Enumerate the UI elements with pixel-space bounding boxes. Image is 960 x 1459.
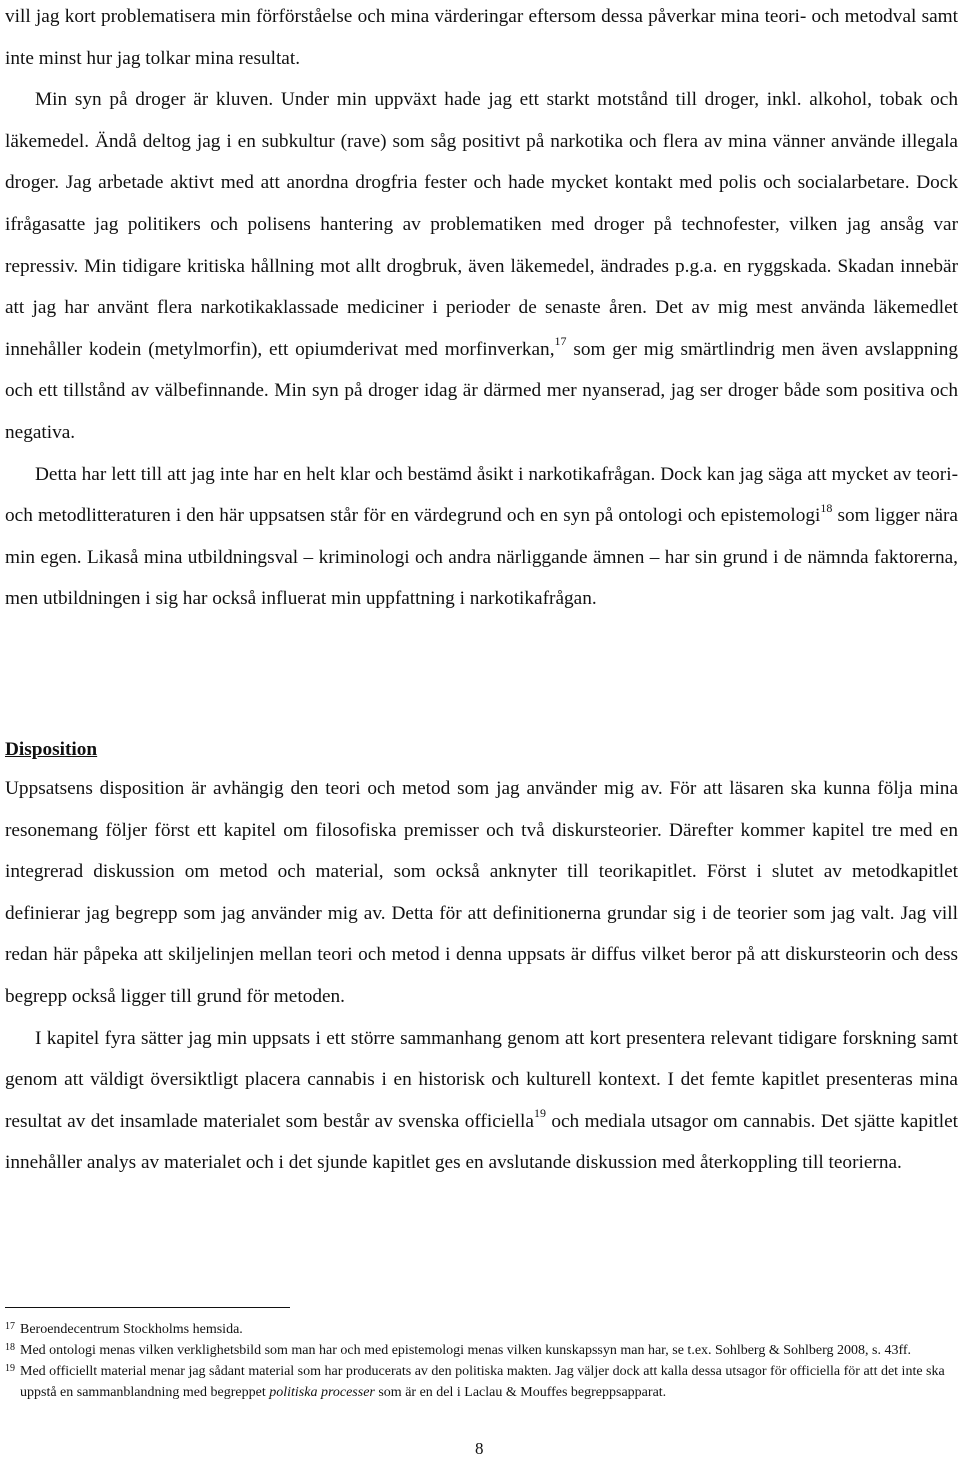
- disposition-paragraph-1: Uppsatsens disposition är avhängig den teori och metod som jag använder mig av. För att läsaren ska kunna följa mina resonemang följer först ett kapitel om filosofiska premisser och två diskursteorier. Därefter kommer kapitel tre med en integrerad diskussion om metod och material, som också anknyter till teorikapitlet. Först i slutet av metodkapitlet definierar jag begrepp som jag använder mig av. Detta för att definitionerna grundar sig i de teorier som jag valt. Jag vill redan här påpeka att skiljelinjen mellan teori och metod i denna uppsats är diffus vilket beror på att diskursteorin och dess begrepp också ligger till grund för metoden.: [5, 778, 958, 1007]
- disposition-paragraph-2-text-a: I kapitel fyra sätter jag min uppsats i ett större sammanhang genom att kort presentera relevant tidigare forskning samt genom att väldigt översiktligt placera cannabis i en historisk och kulturell kontext. I det femte kapitlet presenteras mina resultat av det insamlade materialet som består av svenska officiella: [5, 1027, 958, 1132]
- section-heading-disposition: Disposition: [5, 739, 98, 760]
- footnote-emphasis: politiska processer: [269, 1385, 375, 1400]
- paragraph-3-text-a: Detta har lett till att jag inte har en helt klar och bestämd åsikt i narkotikafrågan. Dock kan jag säga att mycket av teori- och metodlitteraturen i den här uppsatsen står för en värdegrund och en syn på ontologi och epistemologi: [5, 463, 958, 527]
- footnote-text-b: som är en del i Laclau & Mouffes begreppsapparat.: [374, 1385, 667, 1400]
- document-page: [5, 0, 958, 1459]
- paragraph-3-text-b: som ligger nära min egen. Likaså mina utbildningsval – kriminologi och andra närliggande ämnen – har sin grund i de nämnda faktorerna, men utbildningen i sig har också influerat min uppfattning i narkotikafrågan.: [5, 505, 958, 610]
- disposition-paragraph-2: [5, 1018, 958, 1184]
- footnote-ref-19[interactable]: 19: [533, 1106, 546, 1121]
- footnote-number: 18: [5, 1342, 15, 1353]
- footnote-text: Med ontologi menas vilken verklighetsbild som man har och med epistemologi menas vilken kunskapssyn man har, se t.ex. Sohlberg & Sohlberg 2008, s. 43ff.: [20, 1343, 912, 1358]
- paragraph-3: [5, 454, 958, 620]
- footnote-number: 17: [5, 1321, 15, 1332]
- footnote-19: [5, 1361, 958, 1403]
- paragraph-1: vill jag kort problematisera min förförståelse och mina värderingar eftersom dessa påverkar mina teori- och metodval samt inte minst hur jag tolkar mina resultat.: [5, 6, 958, 69]
- footnote-ref-18[interactable]: 18: [820, 500, 833, 515]
- footnote-number: 19: [5, 1363, 15, 1374]
- paragraph-2: [5, 79, 958, 453]
- footnote-18: [5, 1340, 958, 1361]
- footnote-ref-17[interactable]: 17: [554, 334, 567, 349]
- footnote-separator: [5, 1307, 290, 1308]
- body-text-intro: [5, 0, 958, 620]
- page-number: 8: [475, 1439, 484, 1458]
- paragraph-2-text-b: som ger mig smärtlindrig men även avslappning och ett tillstånd av välbefinnande. Min syn på droger idag är därmed mer nyanserad, jag ser droger både som positiva och negativa.: [5, 338, 958, 443]
- footnotes: [5, 1319, 958, 1403]
- body-text-disposition: [5, 768, 958, 1184]
- paragraph-2-text-a: Min syn på droger är kluven. Under min uppväxt hade jag ett starkt motstånd till droger, inkl. alkohol, tobak och läkemedel. Ändå deltog jag i en subkultur (rave) som såg positivt på narkotika och flera av mina vänner använde illegala droger. Jag arbetade aktivt med att anordna drogfria fester och hade mycket kontakt med polis och socialarbetare. Dock ifrågasatte jag politikers och polisens hantering av problematiken med droger på technofester, vilken jag ansåg var repressiv. Min tidigare kritiska hållning mot allt drogbruk, även läkemedel, ändrades p.g.a. en ryggskada. Skadan innebär att jag har använt flera narkotikaklassade mediciner i perioder de senaste åren. Det av mig mest använda läkemedlet innehåller kodein (metylmorfin), ett opiumderivat med morfinverkan,: [5, 89, 958, 360]
- footnote-17: [5, 1319, 958, 1340]
- footnote-text-a: Med officiellt material menar jag sådant material som har producerats av den politiska makten. Jag väljer dock att kalla dessa utsagor för officiella för att det inte ska uppstå en sammanblandning med begreppet: [20, 1364, 945, 1400]
- disposition-paragraph-2-text-b: och mediala utsagor om cannabis. Det sjätte kapitlet innehåller analys av materialet och i det sjunde kapitlet ges en avslutande diskussion med återkoppling till teorierna.: [5, 1110, 958, 1174]
- footnote-text: Beroendecentrum Stockholms hemsida.: [20, 1322, 243, 1337]
